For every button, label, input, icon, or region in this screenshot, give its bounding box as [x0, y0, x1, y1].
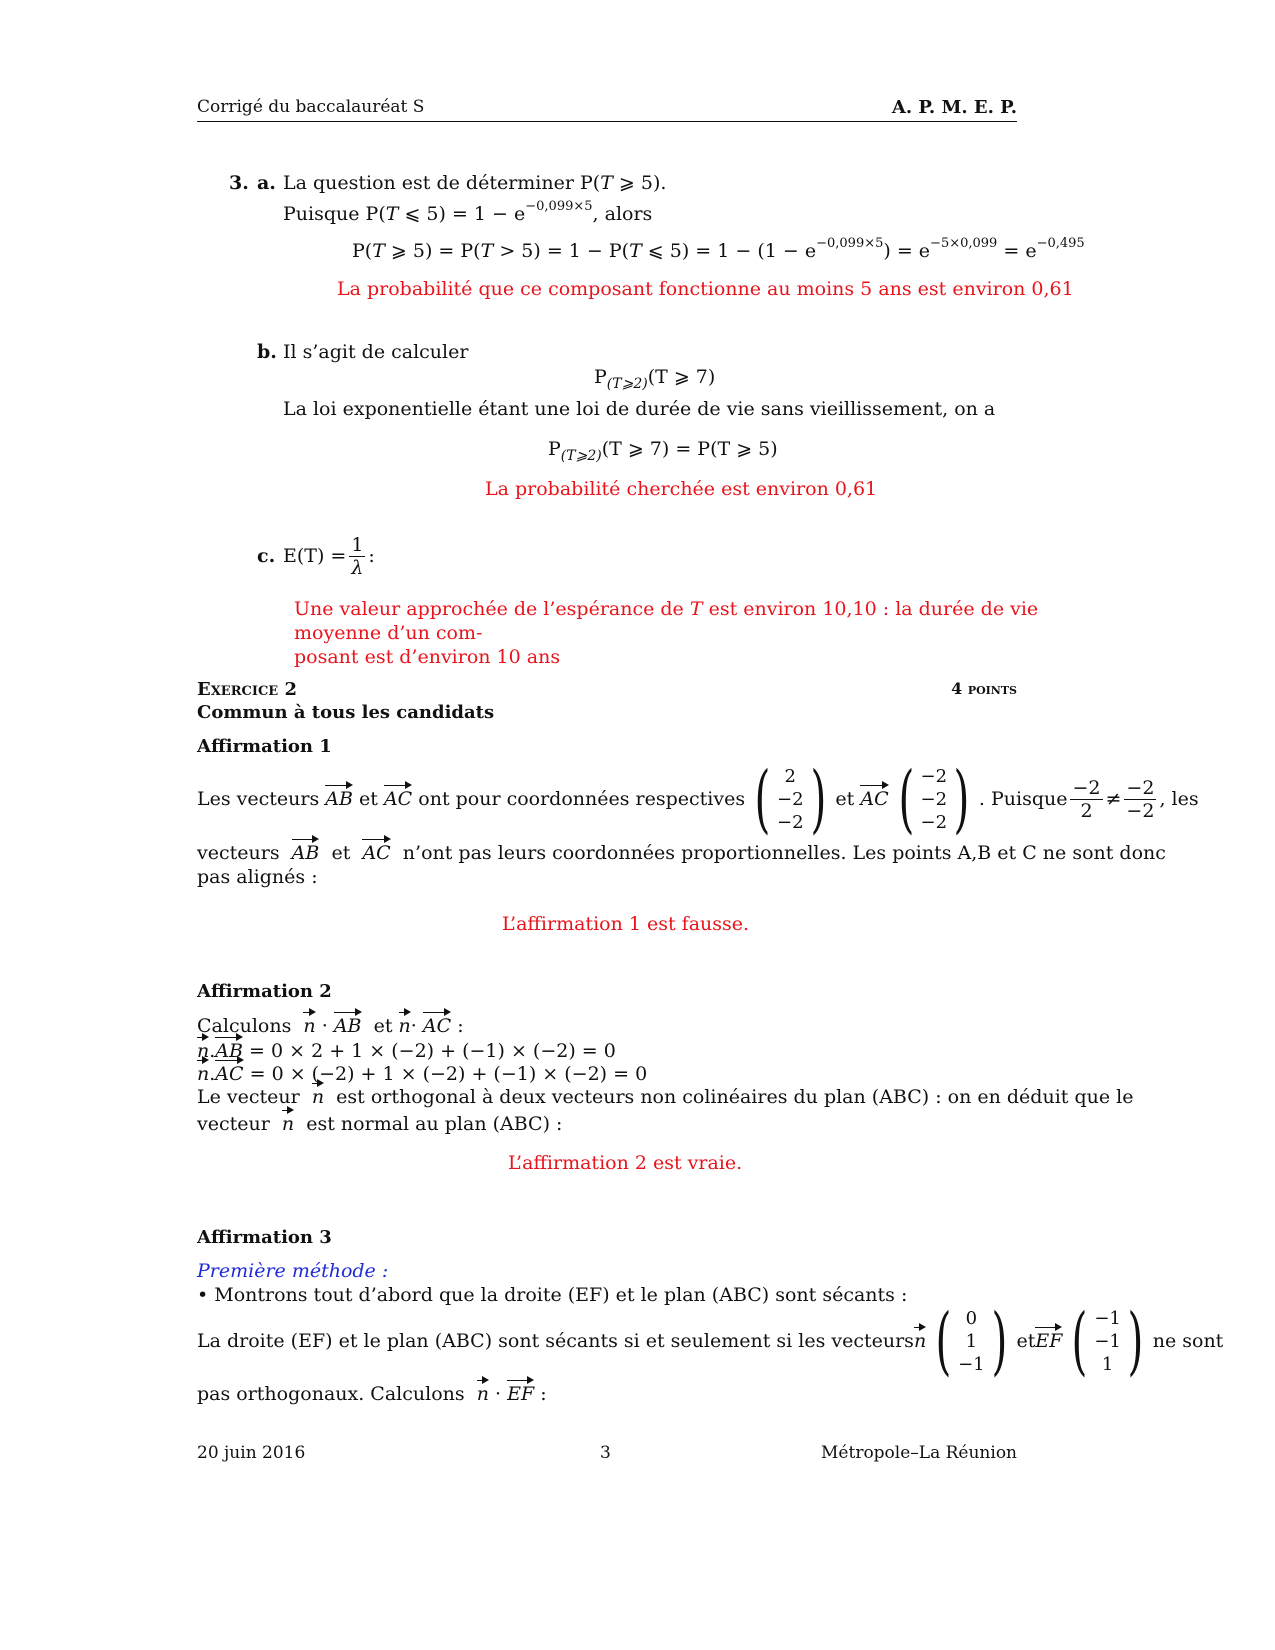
footer-page-number: 3	[600, 1443, 611, 1463]
text: ⩾ 5) = P(	[384, 240, 481, 262]
q3-number: 3.	[229, 172, 249, 194]
page-header	[197, 97, 1017, 122]
numerator: −2	[1126, 776, 1155, 799]
text: E(T) =	[283, 545, 347, 567]
vector-ab: AB	[215, 1040, 243, 1062]
text: Le vecteur	[197, 1086, 300, 1108]
affirmation-2-title: Affirmation 2	[197, 981, 332, 1002]
cell: −2	[776, 788, 804, 810]
q3a-line1	[283, 172, 666, 194]
var: T	[629, 240, 642, 262]
vector-ab: AB	[325, 788, 353, 810]
var: T	[689, 598, 703, 620]
text: :	[368, 545, 375, 567]
q3a-conclusion: La probabilité que ce composant fonctionne au moins 5 ans est environ 0,61	[337, 278, 1074, 300]
exercise-title: Exercice 2	[197, 679, 297, 700]
text: ⩽ 5) = 1 − (1 − e	[641, 240, 817, 262]
q3c-conclusion	[294, 597, 1084, 669]
text: , alors	[592, 203, 653, 225]
text: Une valeur approchée de l’espérance de	[294, 598, 690, 620]
subscript: (T⩾2)	[606, 376, 648, 392]
matrix-n: ( 0 1 −1 )	[935, 1298, 1007, 1384]
vector-ac: AC	[383, 788, 413, 810]
cell: −2	[920, 811, 948, 833]
cell: −1	[958, 1353, 985, 1375]
text: P(	[352, 240, 373, 262]
var: T	[600, 172, 613, 194]
exponent: −0,099×5	[525, 199, 593, 214]
vector-n: n	[913, 1330, 927, 1352]
q3c-label: c.	[257, 545, 276, 567]
numerator: 1	[351, 533, 364, 556]
fraction-2	[1124, 777, 1156, 822]
affirmation-1-line2	[197, 842, 1166, 864]
text: , les	[1159, 788, 1199, 810]
vector-ef: EF	[1035, 1330, 1063, 1352]
dot: ·	[410, 1015, 417, 1037]
text: = 0 × (−2) + 1 × (−2) + (−1) × (−2) = 0	[249, 1063, 648, 1085]
q3c-equation	[283, 532, 375, 580]
affirmation-2-conclusion: L’affirmation 2 est vraie.	[508, 1152, 743, 1174]
vector-n: n	[197, 1063, 210, 1085]
q3b-equation2	[548, 438, 778, 464]
text: Calculons	[197, 1015, 292, 1037]
vector-ac: AC	[362, 842, 391, 864]
numerator: −2	[1072, 776, 1101, 799]
text: ⩾ 5).	[612, 172, 667, 194]
text: et	[331, 842, 351, 864]
text: est normal au plan (ABC) :	[306, 1113, 563, 1135]
header-left: Corrigé du baccalauréat S	[197, 97, 425, 117]
exercise-points: 4 points	[951, 679, 1017, 698]
text: :	[457, 1015, 464, 1037]
text: (T ⩾ 7) = P(T ⩾ 5)	[601, 438, 778, 460]
q3a-line2	[283, 199, 652, 225]
vector-n: n	[311, 1086, 325, 1108]
text: et	[835, 788, 855, 810]
exponent: −5×0,099	[930, 236, 998, 251]
affirmation-2-line4	[197, 1086, 1134, 1108]
vector-ef: EF	[507, 1383, 535, 1405]
text: vecteurs	[197, 842, 280, 864]
affirmation-2-line5	[197, 1113, 562, 1135]
dot: ·	[495, 1383, 502, 1405]
cell: −1	[1094, 1307, 1121, 1329]
q3b-label: b.	[257, 341, 277, 363]
vector-ab: AB	[291, 842, 320, 864]
footer-date: 20 juin 2016	[197, 1443, 306, 1463]
text: posant est d’environ 10 ans	[294, 646, 561, 668]
text: P	[548, 438, 561, 460]
denominator: 2	[1080, 799, 1093, 822]
text: La droite (EF) et le plan (ABC) sont sécants si et seulement si les vecteurs	[197, 1330, 914, 1352]
vector-n: n	[303, 1015, 316, 1037]
cell: −2	[920, 765, 948, 787]
affirmation-2-line2: n.AB = 0 × 2 + 1 × (−2) + (−1) × (−2) = 0	[197, 1040, 616, 1062]
fraction	[349, 534, 365, 579]
affirmation-2-line3: n.AC = 0 × (−2) + 1 × (−2) + (−1) × (−2) = 0	[197, 1063, 648, 1085]
affirmation-3-bullet: • Montrons tout d’abord que la droite (EF) et le plan (ABC) sont sécants :	[197, 1284, 908, 1306]
vector-n: n	[398, 1015, 411, 1037]
q3b-equation1	[594, 366, 715, 392]
text: (T ⩾ 7)	[647, 366, 716, 388]
q3b-line2: La loi exponentielle étant une loi de durée de vie sans vieillissement, on a	[283, 398, 996, 420]
text: et	[373, 1015, 393, 1037]
vector-n: n	[197, 1040, 210, 1062]
exercise-subtitle: Commun à tous les candidats	[197, 702, 495, 723]
text: Les vecteurs	[197, 788, 320, 810]
q3a-label: a.	[257, 172, 276, 194]
vector-ac: AC	[422, 1015, 452, 1037]
text: > 5) = 1 − P(	[493, 240, 630, 262]
q3b-conclusion: La probabilité cherchée est environ 0,61	[485, 478, 878, 500]
denominator: −2	[1126, 799, 1155, 822]
affirmation-3-line1	[197, 1298, 1224, 1384]
exponent: −0,495	[1036, 236, 1085, 251]
affirmation-1-conclusion: L’affirmation 1 est fausse.	[502, 913, 750, 935]
cell: 2	[784, 765, 796, 787]
neq-symbol: ≠	[1105, 788, 1122, 810]
text: et	[359, 788, 378, 810]
text: P	[594, 366, 607, 388]
affirmation-1-title: Affirmation 1	[197, 736, 332, 757]
cell: −1	[1094, 1330, 1121, 1352]
q3a-equation	[352, 236, 1085, 262]
text: et	[1016, 1330, 1036, 1352]
text: n’ont pas leurs coordonnées proportionnelles. Les points A,B et C ne sont donc	[402, 842, 1166, 864]
text: Puisque P(	[283, 203, 386, 225]
vector-ab: AB	[333, 1015, 362, 1037]
matrix-ac: ( −2 −2 −2 )	[898, 756, 970, 842]
var: T	[480, 240, 494, 262]
matrix-ef: ( −1 −1 1 )	[1071, 1298, 1144, 1384]
affirmation-1-line3: pas alignés :	[197, 866, 318, 888]
text: = e	[997, 240, 1037, 262]
affirmation-3-line2	[197, 1383, 547, 1405]
dot: ·	[321, 1015, 328, 1037]
subscript: (T⩾2)	[560, 448, 602, 464]
affirmation-1-line1	[197, 756, 1199, 842]
text: ⩽ 5) = 1 − e	[398, 203, 526, 225]
text: ne sont	[1152, 1330, 1224, 1352]
denominator: λ	[351, 556, 364, 579]
text: La question est de déterminer P(	[283, 172, 601, 194]
header-right: A. P. M. E. P.	[891, 97, 1017, 118]
cell: 1	[1101, 1353, 1114, 1375]
method-title: Première méthode :	[197, 1260, 389, 1282]
fraction-1	[1070, 777, 1102, 822]
vector-ac: AC	[215, 1063, 244, 1085]
vector-n: n	[281, 1113, 295, 1135]
footer-location: Métropole–La Réunion	[821, 1443, 1017, 1463]
cell: 1	[965, 1330, 978, 1352]
cell: −2	[920, 788, 948, 810]
exponent: −0,099×5	[816, 236, 884, 251]
affirmation-3-title: Affirmation 3	[197, 1227, 332, 1248]
var: T	[385, 203, 399, 225]
cell: −2	[776, 811, 804, 833]
text: = 0 × 2 + 1 × (−2) + (−1) × (−2) = 0	[249, 1040, 616, 1062]
text: ont pour coordonnées respectives	[418, 788, 746, 810]
matrix-ab: ( 2 −2 −2 )	[754, 756, 826, 842]
text: est orthogonal à deux vecteurs non colinéaires du plan (ABC) : on en déduit que le	[336, 1086, 1134, 1108]
var: T	[372, 240, 385, 262]
q3b-line1: Il s’agit de calculer	[283, 341, 469, 363]
text: pas orthogonaux. Calculons	[197, 1383, 465, 1405]
text: ) = e	[883, 240, 931, 262]
text: est environ 10,10 : la durée de vie moyenne d’un com-	[294, 598, 1039, 644]
vector-ac: AC	[860, 788, 889, 810]
text: vecteur	[197, 1113, 270, 1135]
text: . Puisque	[978, 788, 1068, 810]
text: :	[540, 1383, 547, 1405]
cell: 0	[965, 1307, 978, 1329]
vector-n: n	[476, 1383, 489, 1405]
